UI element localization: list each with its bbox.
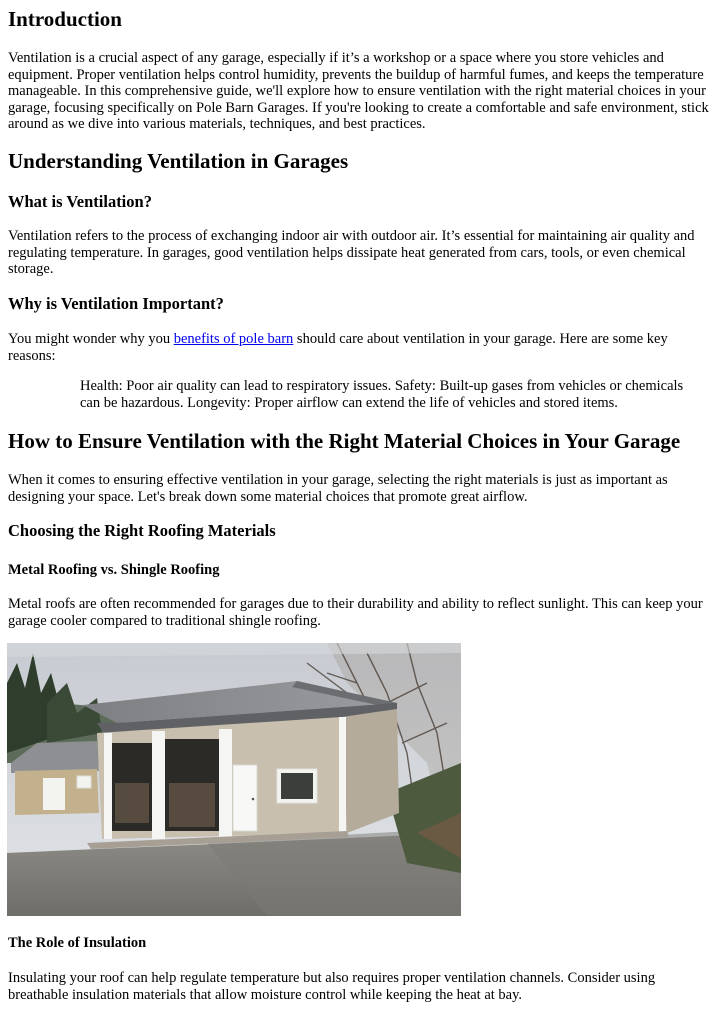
heading-material-choices: How to Ensure Ventilation with the Right Material Choices in Your Garage <box>8 429 681 453</box>
paragraph-metal-roofing: Metal roofs are often recommended for garages due to their durability and ability to reflect sunlight. This can keep your garage cooler compared to traditional shingle roofing. <box>8 596 703 629</box>
pole-barn-garage-photo <box>7 643 461 916</box>
heading-why-important: Why is Ventilation Important? <box>8 294 224 313</box>
heading-roofing-materials: Choosing the Right Roofing Materials <box>8 521 276 540</box>
heading-what-is-ventilation: What is Ventilation? <box>8 192 152 211</box>
paragraph-material-choices: When it comes to ensuring effective ventilation in your garage, selecting the right materials is just as important as designing your space. Let's break down some material choices that promote great airflow. <box>8 472 668 505</box>
paragraph-what-is-ventilation: Ventilation refers to the process of exchanging indoor air with outdoor air. It’s essential for maintaining air quality and regulating temperature. In garages, good ventilation helps dissipate heat generated from cars, tools, or even chemical storage. <box>8 228 695 277</box>
benefits-of-pole-barn-link[interactable]: benefits of pole barn <box>173 331 294 347</box>
why-text-before: You might wonder why you <box>8 331 174 347</box>
heading-role-of-insulation: The Role of Insulation <box>8 935 147 951</box>
why-text-after: should care about ventilation in your garage. Here are some key reasons: <box>8 331 668 364</box>
paragraph-why-important <box>8 331 712 364</box>
paragraph-insulation: Insulating your roof can help regulate temperature but also requires proper ventilation channels. Consider using breathable insulation materials that allow moisture control while keeping the heat at bay. <box>8 970 656 1003</box>
heading-understanding-ventilation: Understanding Ventilation in Garages <box>8 149 349 173</box>
heading-introduction: Introduction <box>8 7 122 31</box>
paragraph-introduction: Ventilation is a crucial aspect of any garage, especially if it’s a workshop or a space where you store vehicles and equipment. Proper ventilation helps control humidity, prevents the buildup of harmful fumes, and keeps the temperature manageable. In this comprehensive guide, we'll explore how to ensure ventilation with the right material choices in your garage, focusing specifically on Pole Barn Garages. If you're looking to create a comfortable and safe environment, stick around as we dive into various materials, techniques, and best practices. <box>8 50 709 132</box>
heading-metal-vs-shingle: Metal Roofing vs. Shingle Roofing <box>8 562 220 578</box>
blockquote-reasons: Health: Poor air quality can lead to respiratory issues. Safety: Built-up gases from vehicles or chemicals can be hazardous. Longevity: Proper airflow can extend the life of vehicles and stored items. <box>80 378 684 411</box>
pole-barn-image <box>7 643 461 916</box>
